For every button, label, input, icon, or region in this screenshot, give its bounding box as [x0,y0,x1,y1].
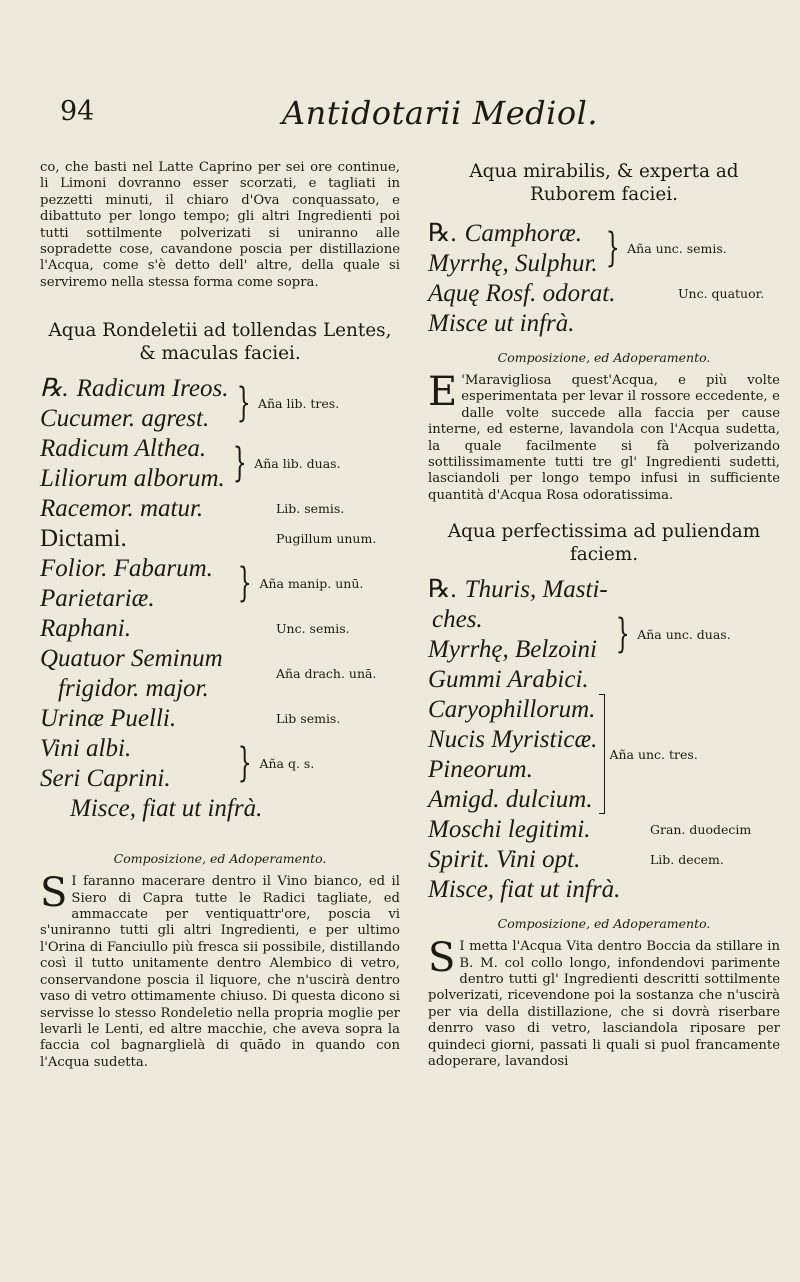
ingredient: Moschi legitimi. [428,815,591,843]
ingredient-group [428,218,780,278]
ingredient-group [40,553,400,613]
ingredient-row [40,793,400,823]
dose: Unc. semis. [276,620,350,636]
ingredient: Radicum Ireos. [76,374,229,402]
preparation-paragraph [428,935,780,1070]
dose: Aña drach. unā. [276,665,377,681]
brace: } [236,380,251,427]
running-title: Antidotarii Mediol. [282,94,599,132]
ingredient: Cucumer. agrest. [40,404,210,432]
preparation-text: I faranno macerare dentro il Vino bianco, ed il Siero di Capra tutte le Radici tagliate, ed ammaccate per ventiquattr'ore, poscia vi s'uniranno tutti gli altri Ingredienti, e per ultimo l'Orina di Fanciullo più fresca sii possibile, distillando così il tutto unitamente dentro Alembico di vetro, conservandone poscia il liquore, che n'uscirà dentro vaso di vetro ottimamente chiuso. Di questa dicono si servisse lo stesso Rondeletio nella propria moglie per levarli le Lenti, ed altre macchie, che aveva sopra la faccia col bagnarglielà di quādo in quando con l'Acqua sudetta. [40,874,400,1070]
ingredient-row [40,493,400,523]
ingredient: Caryophillorum. [428,695,596,723]
ingredient-row [40,523,400,553]
dose: Pugillum unum. [276,530,377,546]
intro-paragraph: co, che basti nel Latte Caprino per sei ore continue, li Limoni dovranno esser scorzati, e tagliati in pezzetti minuti, il chiaro d'Ova conquassato, e dibattuto per longo tempo; gli altri Ingredienti poi tutti sottilmente polverizati si uniranno alle sopradette cose, cavandone poscia per distillazione l'Acqua, come s'è detto dell' altre, della quale si serviremo nella stessa forma come sopra. [40,160,400,290]
ingredient-row [40,703,400,733]
ingredient: Quatuor Seminum [40,644,223,672]
section-subhead: Composizione, ed Adoperamento. [113,851,327,867]
ingredient: Pineorum. [428,755,533,783]
dose: Aña manip. unū. [259,575,364,591]
ingredient: Aquę Rosf. odorat. [428,279,616,307]
recipe-list-right-1 [428,218,780,338]
misce-instruction: Misce, fiat ut infrà. [70,794,263,822]
dose: Lib. semis. [276,500,345,516]
ingredient-row [428,844,780,874]
ingredient-row [428,814,780,844]
ingredient: Amigd. dulcium. [428,785,593,813]
dose: Gran. duodecim [650,821,752,837]
ingredient-row [428,308,780,338]
ingredient: Dictami. [40,524,127,552]
preparation-text: I metta l'Acqua Vita dentro Boccia da stillare in B. M. col collo longo, infondendovi parimente dentro tutti gl' Ingredienti descritti sottilmente polverizati, ricevendone poi la sostanza che n'uscirà per via della distillazione, che si dovrà riserbare denrro vaso di vetro, lasciandola riposare per quindeci giorni, passati li quali si puol francamente adoperare, lavandosi [428,939,780,1070]
drop-cap: S [428,935,456,982]
ingredient-row [428,278,780,308]
ingredient: Racemor. matur. [40,494,204,522]
ingredient: Myrrhę, Sulphur. [428,249,598,277]
section-subhead: Composizione, ed Adoperamento. [497,916,711,932]
brace: } [232,440,247,487]
dose: Aña unc. tres. [609,746,698,762]
section-subhead: Composizione, ed Adoperamento. [497,350,711,365]
preparation-paragraph [40,870,400,1071]
ingredient: Myrrhę, Belzoini [428,635,597,663]
brace: } [615,611,630,658]
ingredient-group [428,694,780,814]
ingredient: Folior. Fabarum. [40,554,213,582]
rx-symbol: ℞. [40,374,69,402]
dose: Aña lib. tres. [257,395,340,411]
page-header [60,94,760,146]
right-column [428,160,780,1071]
misce-instruction: Misce, fiat ut infrà. [428,875,621,903]
ingredient: Gummi Arabici. [428,665,589,693]
ingredient-row [428,874,780,904]
ingredient-group [40,433,400,493]
preparation-text: 'Maravigliosa quest'Acqua, e più volte esperimentata per levar il rossore eccedente, e dalle volte succede alla faccia per cause interne, ed esterne, lavandola con l'Acqua sudetta, la quale facilmente si fà polverizando sottilissimamente tutti tre gl' Ingredienti sudetti, lasciandoli per longo tempo infusi in sufficiente quantità d'Acqua Rosa odoratissima. [428,373,780,503]
ingredient: Nucis Myristicæ. [428,725,598,753]
dose: Aña unc. duas. [637,626,731,642]
dose: Lib semis. [276,710,341,726]
recipe-title-mirabilis: Aqua mirabilis, & experta ad Ruborem faciei. [469,161,739,205]
dose: Aña lib. duas. [254,455,341,471]
dose: Lib. decem. [650,851,724,867]
brace: } [605,225,620,271]
brace: } [237,740,252,787]
ingredient: Liliorum alborum. [40,464,225,492]
ingredient: Thuris, Masti- [464,575,608,603]
drop-cap: S [40,870,68,917]
recipe-list-left [40,373,400,823]
preparation-paragraph [428,369,780,504]
misce-instruction: Misce ut infrà. [428,309,575,337]
ingredient: Urinæ Puelli. [40,704,177,732]
dose: Unc. quatuor. [678,285,765,301]
ingredient-row [40,613,400,643]
dose: Aña q. s. [259,755,315,771]
drop-cap: E [428,369,458,415]
ingredient: frigidor. major. [58,674,209,702]
dose: Aña unc. semis. [627,240,727,256]
ingredient: Camphoræ. [464,219,583,247]
rx-symbol: ℞. [428,575,457,603]
bracket [599,694,605,814]
ingredient-group [40,733,400,793]
page-number: 94 [60,96,95,127]
recipe-list-right-2 [428,574,780,904]
ingredient: ches. [432,605,483,633]
ingredient: Spirit. Vini opt. [428,845,581,873]
ingredient: Parietariæ. [40,584,155,612]
ingredient-group [40,373,400,433]
left-column [40,160,400,1071]
ingredient: Radicum Althea. [40,434,207,462]
ingredient-group [428,574,780,694]
recipe-title-rondeletii: Aqua Rondeletii ad tollendas Lentes, & maculas faciei. [48,320,392,365]
ingredient: Vini albi. [40,734,132,762]
ingredient: Seri Caprini. [40,764,171,792]
recipe-title-perfectissima: Aqua perfectissima ad puliendam faciem. [447,521,761,566]
brace: } [237,560,252,607]
ingredient-group [40,643,400,703]
rx-symbol: ℞. [428,219,457,247]
ingredient: Raphani. [40,614,131,642]
